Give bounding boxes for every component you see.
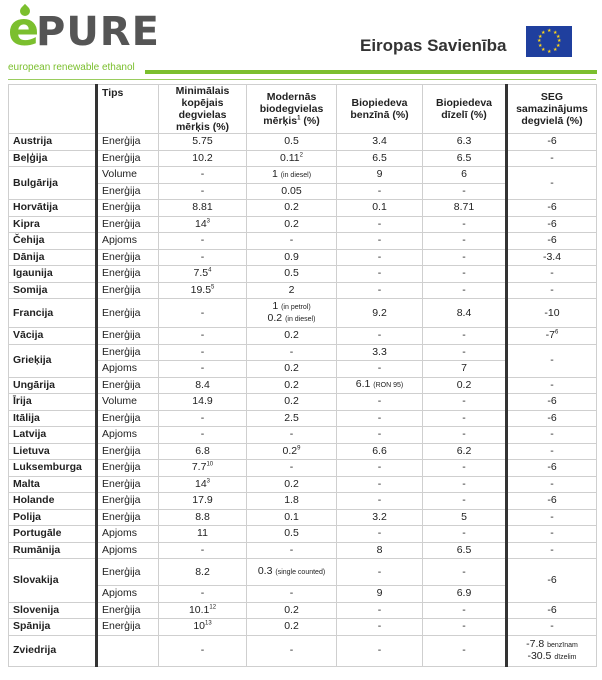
ghg-cell: -6 bbox=[507, 394, 597, 411]
diesel-cell: - bbox=[423, 493, 507, 510]
tips-cell: Enerģija bbox=[97, 509, 159, 526]
diesel-cell: - bbox=[423, 476, 507, 493]
petrol-cell: - bbox=[337, 476, 423, 493]
adv-cell: 0.2 bbox=[247, 394, 337, 411]
min-cell: 11 bbox=[159, 526, 247, 543]
diesel-cell: 6 bbox=[423, 167, 507, 184]
ghg-cell: - bbox=[507, 509, 597, 526]
adv-cell: 0.5 bbox=[247, 526, 337, 543]
min-cell: $7.7^{10}$ bbox=[159, 460, 247, 477]
tips-cell: Volume bbox=[97, 394, 159, 411]
min-cell: - bbox=[159, 344, 247, 361]
country-cell: Īrija bbox=[9, 394, 97, 411]
diesel-cell: - bbox=[423, 526, 507, 543]
table-row bbox=[9, 150, 597, 167]
petrol-cell: 6.5 bbox=[337, 150, 423, 167]
tips-cell: Enerģija bbox=[97, 282, 159, 299]
tips-cell: Enerģija bbox=[97, 183, 159, 200]
ghg-cell: -10 bbox=[507, 299, 597, 328]
ghg-cell: - bbox=[507, 542, 597, 559]
tips-cell: Enerģija bbox=[97, 150, 159, 167]
country-cell: Igaunija bbox=[9, 266, 97, 283]
min-cell: 8.2 bbox=[159, 559, 247, 586]
table-row bbox=[9, 619, 597, 636]
petrol-cell: 0.1 bbox=[337, 200, 423, 217]
petrol-cell: - bbox=[337, 460, 423, 477]
petrol-cell: - bbox=[337, 233, 423, 250]
ghg-cell: - bbox=[507, 344, 597, 377]
table-row bbox=[9, 602, 597, 619]
diesel-cell: - bbox=[423, 328, 507, 345]
adv-cell: 2.5 bbox=[247, 410, 337, 427]
table-row bbox=[9, 216, 597, 233]
table-row bbox=[9, 249, 597, 266]
petrol-cell: - bbox=[337, 361, 423, 378]
tips-cell: Enerģija bbox=[97, 476, 159, 493]
min-cell: - bbox=[159, 167, 247, 184]
header-rule bbox=[145, 70, 597, 74]
adv-cell: $0.2^9$ bbox=[247, 443, 337, 460]
adv-cell: 1.8 bbox=[247, 493, 337, 510]
min-cell: - bbox=[159, 586, 247, 603]
tips-cell: Enerģija bbox=[97, 200, 159, 217]
petrol-cell: - bbox=[337, 493, 423, 510]
diesel-cell: - bbox=[423, 460, 507, 477]
table-row bbox=[9, 460, 597, 477]
diesel-cell: - bbox=[423, 344, 507, 361]
table-row bbox=[9, 476, 597, 493]
diesel-cell: - bbox=[423, 266, 507, 283]
adv-cell: - bbox=[247, 542, 337, 559]
ghg-cell: - bbox=[507, 150, 597, 167]
ghg-cell: -6 bbox=[507, 559, 597, 603]
petrol-cell: - bbox=[337, 328, 423, 345]
table-header-row bbox=[9, 85, 597, 134]
tips-cell: Apjoms bbox=[97, 361, 159, 378]
diesel-cell: - bbox=[423, 216, 507, 233]
ghg-cell: -6 bbox=[507, 602, 597, 619]
min-cell: - bbox=[159, 299, 247, 328]
tips-cell: Enerģija bbox=[97, 328, 159, 345]
tips-cell: Enerģija bbox=[97, 266, 159, 283]
table-row bbox=[9, 377, 597, 394]
adv-cell: - bbox=[247, 233, 337, 250]
header-rule-thin bbox=[8, 79, 596, 80]
table-row bbox=[9, 526, 597, 543]
adv-cell: 0.2 bbox=[247, 361, 337, 378]
diesel-cell: - bbox=[423, 249, 507, 266]
petrol-cell: - bbox=[337, 216, 423, 233]
ghg-cell: - bbox=[507, 167, 597, 200]
min-cell: - bbox=[159, 410, 247, 427]
tips-cell: Enerģija bbox=[97, 377, 159, 394]
ghg-cell: - bbox=[507, 266, 597, 283]
petrol-cell: - bbox=[337, 635, 423, 666]
petrol-cell: - bbox=[337, 183, 423, 200]
table-row bbox=[9, 443, 597, 460]
tips-cell: Enerģija bbox=[97, 443, 159, 460]
min-cell: - bbox=[159, 361, 247, 378]
petrol-cell: - bbox=[337, 266, 423, 283]
country-cell: Kipra bbox=[9, 216, 97, 233]
logo-tagline: european renewable ethanol bbox=[8, 62, 135, 73]
adv-cell: 0.11$^2$ bbox=[247, 150, 337, 167]
diesel-cell: 5 bbox=[423, 509, 507, 526]
tips-cell bbox=[97, 635, 159, 666]
adv-cell: 0.2 bbox=[247, 328, 337, 345]
header-diesel: Biopiedeva dīzelī (%) bbox=[423, 85, 507, 134]
header-country bbox=[9, 85, 97, 134]
header-tips: Tips bbox=[97, 85, 159, 134]
min-cell: 19.5$^5$ bbox=[159, 282, 247, 299]
petrol-cell: - bbox=[337, 410, 423, 427]
country-cell: Malta bbox=[9, 476, 97, 493]
petrol-cell: 3.4 bbox=[337, 134, 423, 151]
diesel-cell: - bbox=[423, 635, 507, 666]
petrol-cell: - bbox=[337, 526, 423, 543]
diesel-cell: 6.5 bbox=[423, 150, 507, 167]
table-row bbox=[9, 344, 597, 361]
tips-cell: Enerģija bbox=[97, 410, 159, 427]
adv-cell: - bbox=[247, 635, 337, 666]
adv-cell: 0.1 bbox=[247, 509, 337, 526]
min-cell: $7.5^4$ bbox=[159, 266, 247, 283]
ghg-cell: -6 bbox=[507, 410, 597, 427]
country-cell: Somija bbox=[9, 282, 97, 299]
tips-cell: Enerģija bbox=[97, 460, 159, 477]
petrol-cell: - bbox=[337, 559, 423, 586]
ghg-cell: -3.4 bbox=[507, 249, 597, 266]
adv-cell: 1 (in petrol) 0.2 (in diesel) bbox=[247, 299, 337, 328]
logo-e: e bbox=[8, 2, 40, 56]
country-cell: Polija bbox=[9, 509, 97, 526]
petrol-cell: - bbox=[337, 602, 423, 619]
ghg-cell: - bbox=[507, 377, 597, 394]
tips-cell: Apjoms bbox=[97, 586, 159, 603]
header-petrol: Biopiedeva benzīnā (%) bbox=[337, 85, 423, 134]
adv-cell: - bbox=[247, 460, 337, 477]
country-cell: Luksemburga bbox=[9, 460, 97, 477]
table-row bbox=[9, 328, 597, 345]
min-cell: - bbox=[159, 183, 247, 200]
adv-cell: 0.5 bbox=[247, 134, 337, 151]
min-cell: $10^{13}$ bbox=[159, 619, 247, 636]
min-cell: 6.8 bbox=[159, 443, 247, 460]
table-row bbox=[9, 233, 597, 250]
ghg-cell: -6 bbox=[507, 216, 597, 233]
diesel-cell: 0.2 bbox=[423, 377, 507, 394]
petrol-cell: - bbox=[337, 427, 423, 444]
table-row bbox=[9, 394, 597, 411]
ghg-cell: - bbox=[507, 526, 597, 543]
tips-cell: Volume bbox=[97, 167, 159, 184]
header-adv-target: Modernās biodegvielas mērķis$^1$ (%) bbox=[247, 85, 337, 134]
adv-cell: 0.2 bbox=[247, 200, 337, 217]
tips-cell: Enerģija bbox=[97, 559, 159, 586]
country-cell: Slovakija bbox=[9, 559, 97, 603]
table-row bbox=[9, 410, 597, 427]
tips-cell: Enerģija bbox=[97, 344, 159, 361]
country-cell: Bulgārija bbox=[9, 167, 97, 200]
country-cell: Francija bbox=[9, 299, 97, 328]
ghg-cell: - bbox=[507, 443, 597, 460]
adv-cell: 0.2 bbox=[247, 602, 337, 619]
adv-cell: 2 bbox=[247, 282, 337, 299]
tips-cell: Enerģija bbox=[97, 299, 159, 328]
tips-cell: Apjoms bbox=[97, 427, 159, 444]
tips-cell: Enerģija bbox=[97, 619, 159, 636]
petrol-cell: 3.2 bbox=[337, 509, 423, 526]
eu-flag-icon: ★ ★ ★ ★ ★ ★ ★ ★ ★ ★ ★ ★ bbox=[526, 26, 572, 57]
min-cell: 5.75 bbox=[159, 134, 247, 151]
ghg-cell: - bbox=[507, 427, 597, 444]
diesel-cell: - bbox=[423, 282, 507, 299]
country-cell: Horvātija bbox=[9, 200, 97, 217]
tips-cell: Enerģija bbox=[97, 602, 159, 619]
diesel-cell: 6.9 bbox=[423, 586, 507, 603]
country-cell: Slovenija bbox=[9, 602, 97, 619]
min-cell: - bbox=[159, 635, 247, 666]
min-cell: 10.1$^{12}$ bbox=[159, 602, 247, 619]
tips-cell: Enerģija bbox=[97, 134, 159, 151]
table-row bbox=[9, 167, 597, 184]
table-row bbox=[9, 493, 597, 510]
country-cell: Rumānija bbox=[9, 542, 97, 559]
ghg-cell: -6 bbox=[507, 493, 597, 510]
adv-cell: 0.5 bbox=[247, 266, 337, 283]
ghg-cell: - bbox=[507, 619, 597, 636]
diesel-cell: 6.3 bbox=[423, 134, 507, 151]
diesel-cell: - bbox=[423, 394, 507, 411]
adv-cell: 0.9 bbox=[247, 249, 337, 266]
table-row bbox=[9, 200, 597, 217]
adv-cell: 0.2 bbox=[247, 216, 337, 233]
country-cell: Holande bbox=[9, 493, 97, 510]
table-row bbox=[9, 134, 597, 151]
min-cell: 8.4 bbox=[159, 377, 247, 394]
ghg-cell: -6 bbox=[507, 134, 597, 151]
diesel-cell: - bbox=[423, 183, 507, 200]
tips-cell: Enerģija bbox=[97, 216, 159, 233]
adv-cell: - bbox=[247, 586, 337, 603]
petrol-cell: 6.6 bbox=[337, 443, 423, 460]
table-row bbox=[9, 559, 597, 586]
country-cell: Lietuva bbox=[9, 443, 97, 460]
min-cell: 10.2 bbox=[159, 150, 247, 167]
diesel-cell: - bbox=[423, 410, 507, 427]
ghg-cell: -7.8 benzīnam -30.5 dīzelim bbox=[507, 635, 597, 666]
header-min-target: Minimālais kopējais degvielas mērķis (%) bbox=[159, 85, 247, 134]
ghg-cell: - bbox=[507, 476, 597, 493]
table-row bbox=[9, 509, 597, 526]
petrol-cell: - bbox=[337, 619, 423, 636]
adv-cell: 0.2 bbox=[247, 619, 337, 636]
country-cell: Austrija bbox=[9, 134, 97, 151]
adv-cell: 1 (in diesel) bbox=[247, 167, 337, 184]
country-cell: Ungārija bbox=[9, 377, 97, 394]
diesel-cell: 6.2 bbox=[423, 443, 507, 460]
ghg-cell: $-7^6$ bbox=[507, 328, 597, 345]
tips-cell: Apjoms bbox=[97, 542, 159, 559]
table-row bbox=[9, 542, 597, 559]
adv-cell: 0.2 bbox=[247, 377, 337, 394]
table-row bbox=[9, 282, 597, 299]
table-row bbox=[9, 266, 597, 283]
adv-cell: 0.3 (single counted) bbox=[247, 559, 337, 586]
petrol-cell: - bbox=[337, 249, 423, 266]
min-cell: 8.8 bbox=[159, 509, 247, 526]
petrol-cell: - bbox=[337, 394, 423, 411]
table-row bbox=[9, 635, 597, 666]
tips-cell: Apjoms bbox=[97, 526, 159, 543]
min-cell: - bbox=[159, 328, 247, 345]
diesel-cell: - bbox=[423, 233, 507, 250]
country-cell: Itālija bbox=[9, 410, 97, 427]
targets-table bbox=[8, 84, 597, 667]
table-row bbox=[9, 427, 597, 444]
min-cell: 17.9 bbox=[159, 493, 247, 510]
country-cell: Vācija bbox=[9, 328, 97, 345]
petrol-cell: 9 bbox=[337, 586, 423, 603]
min-cell: $14^3$ bbox=[159, 476, 247, 493]
petrol-cell: 8 bbox=[337, 542, 423, 559]
diesel-cell: - bbox=[423, 602, 507, 619]
country-cell: Grieķija bbox=[9, 344, 97, 377]
diesel-cell: - bbox=[423, 619, 507, 636]
min-cell: 8.81 bbox=[159, 200, 247, 217]
ghg-cell: -6 bbox=[507, 200, 597, 217]
tips-cell: Apjoms bbox=[97, 233, 159, 250]
diesel-cell: 8.71 bbox=[423, 200, 507, 217]
min-cell: - bbox=[159, 249, 247, 266]
country-cell: Zviedrija bbox=[9, 635, 97, 666]
adv-cell: - bbox=[247, 344, 337, 361]
min-cell: - bbox=[159, 233, 247, 250]
min-cell: - bbox=[159, 542, 247, 559]
diesel-cell: 6.5 bbox=[423, 542, 507, 559]
petrol-cell: 9 bbox=[337, 167, 423, 184]
adv-cell: 0.2 bbox=[247, 476, 337, 493]
ghg-cell: -6 bbox=[507, 460, 597, 477]
country-cell: Spānija bbox=[9, 619, 97, 636]
header bbox=[0, 0, 602, 80]
tips-cell: Enerģija bbox=[97, 249, 159, 266]
petrol-cell: 9.2 bbox=[337, 299, 423, 328]
min-cell: $14^3$ bbox=[159, 216, 247, 233]
min-cell: 14.9 bbox=[159, 394, 247, 411]
ghg-cell: -6 bbox=[507, 233, 597, 250]
header-ghg: SEG samazinājums degvielā (%) bbox=[507, 85, 597, 134]
country-cell: Dānija bbox=[9, 249, 97, 266]
region-title: Eiropas Savienība bbox=[360, 36, 507, 55]
diesel-cell: 7 bbox=[423, 361, 507, 378]
tips-cell: Enerģija bbox=[97, 493, 159, 510]
country-cell: Portugāle bbox=[9, 526, 97, 543]
country-cell: Latvija bbox=[9, 427, 97, 444]
diesel-cell: - bbox=[423, 559, 507, 586]
diesel-cell: 8.4 bbox=[423, 299, 507, 328]
petrol-cell: - bbox=[337, 282, 423, 299]
country-cell: Čehija bbox=[9, 233, 97, 250]
ghg-cell: - bbox=[507, 282, 597, 299]
logo-wordmark: PURE bbox=[36, 9, 160, 55]
country-cell: Beļģija bbox=[9, 150, 97, 167]
min-cell: - bbox=[159, 427, 247, 444]
diesel-cell: - bbox=[423, 427, 507, 444]
petrol-cell: 6.1 (RON 95) bbox=[337, 377, 423, 394]
adv-cell: 0.05 bbox=[247, 183, 337, 200]
adv-cell: - bbox=[247, 427, 337, 444]
petrol-cell: 3.3 bbox=[337, 344, 423, 361]
table-row bbox=[9, 299, 597, 328]
